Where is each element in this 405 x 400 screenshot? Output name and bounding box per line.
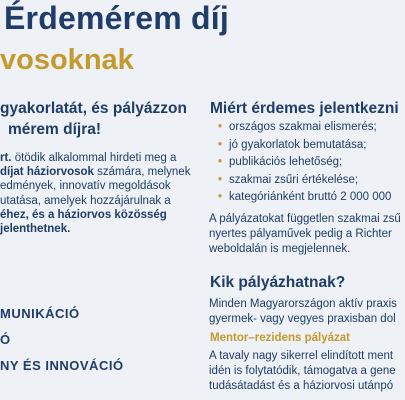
jury-paragraph-line: weboldalán is megjelennek. [209, 243, 351, 255]
bullet-icon: • [218, 173, 223, 186]
list-item: • publikációs lehetőség; [218, 156, 343, 169]
left-body-line: utatása, amelyek hozzájárulnak a [0, 195, 171, 207]
list-item: • országos szakmai elismerés; [218, 121, 377, 133]
left-body-line: jelenthetnek. [0, 223, 71, 235]
left-heading-line2: mérem díjra! [8, 121, 102, 138]
who-can-apply-heading: Kik pályázhatnak? [210, 274, 346, 291]
left-body-line: rt. ötödik alkalommal hirdeti meg a [0, 152, 177, 164]
mentor-paragraph-line: tudásátadást és a háziorvosi utánpó [209, 380, 394, 392]
bullet-icon: • [218, 156, 223, 169]
mentor-paragraph-line: A tavaly nagy sikerrel elindított ment [209, 350, 394, 362]
bullet-icon: • [218, 138, 223, 151]
list-item: • szakmai zsűri értékelése; [218, 173, 359, 186]
page-title: Érdemérem díj [4, 0, 229, 36]
category-communication: MUNIKÁCIÓ [0, 306, 80, 321]
mentor-heading: Mentor–rezidens pályázat [210, 332, 350, 344]
bullet-icon: • [218, 191, 223, 204]
benefits-list [212, 121, 391, 209]
left-body-line: éhez, és a háziorvos közösség [0, 209, 167, 221]
jury-paragraph-line: A pályázatokat független szakmai zsű [209, 213, 401, 225]
page-subtitle: vosoknak [0, 44, 134, 76]
list-item: • kategóriánként bruttó 2 000 000 [218, 191, 392, 204]
left-heading-line1: gyakorlatát, és pályázzon [0, 100, 187, 117]
why-apply-heading: Miért érdemes jelentkezni [210, 100, 399, 117]
category-innovation: NY ÉS INNOVÁCIÓ [0, 358, 124, 373]
mentor-paragraph-line: idén is folytatódik, támogatva a gene [209, 365, 396, 377]
category-second: Ó [0, 332, 11, 347]
list-item: • jó gyakorlatok bemutatása; [218, 138, 367, 151]
who-can-apply-line: gyermek- vagy vegyes praxisban dol [209, 313, 396, 325]
left-body-line: edmények, innovatív megoldások [0, 180, 171, 192]
jury-paragraph-line: nyertes pályaművek pedig a Richter [209, 228, 392, 240]
who-can-apply-line: Minden Magyarországon aktív praxis [209, 298, 397, 310]
bullet-icon: • [218, 121, 223, 133]
left-body-line: díjat háziorvosok számára, melynek [0, 166, 191, 178]
